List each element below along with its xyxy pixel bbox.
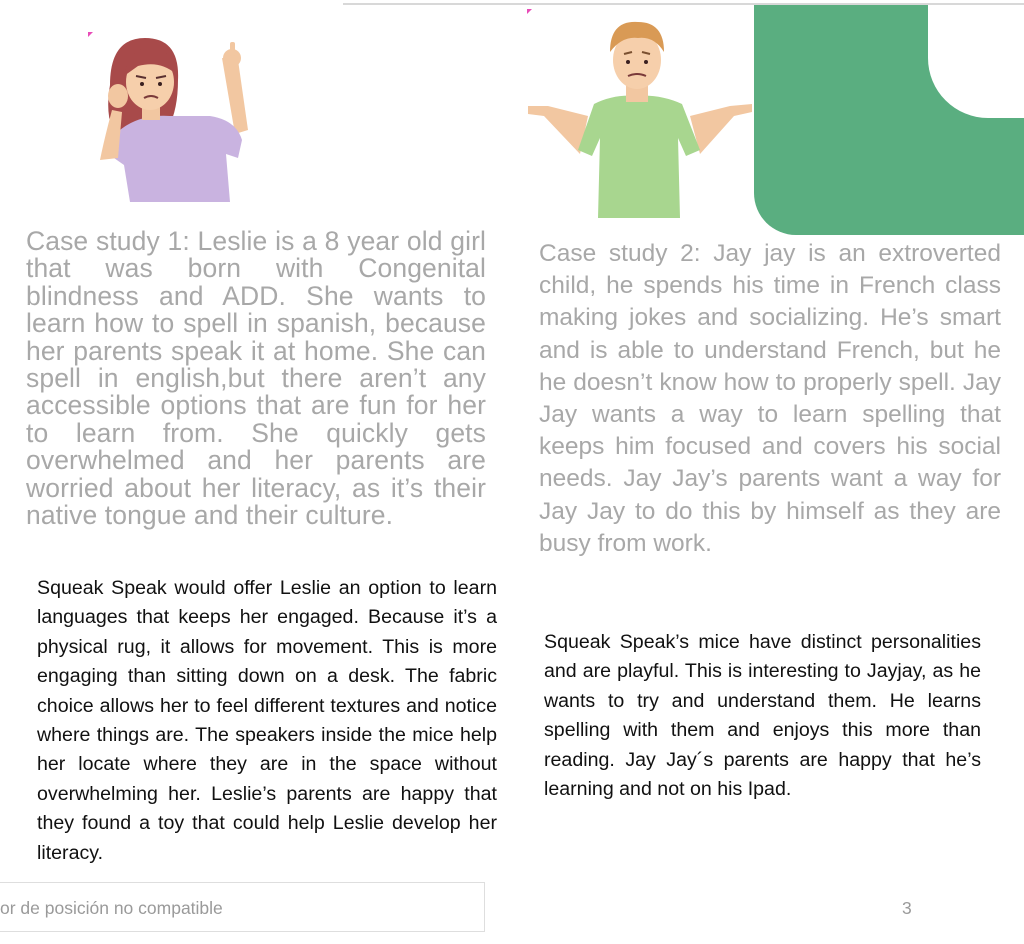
- page-number: 3: [902, 898, 912, 918]
- case-study-1-text: Case study 1: Leslie is a 8 year old girl that was born with Congenital blindness and ADD. She wants to learn how to spell in spanish, because her parents speak it at home. She can spell in english,but there aren’t any accessible options that are fun for her to learn from. She quickly gets overwhelmed and her parents are worried about her literacy, as it’s their native tongue and their culture.: [26, 226, 486, 531]
- girl-thinking-illustration: [90, 30, 265, 205]
- solution-1-text: Squeak Speak would offer Leslie an option to learn languages that keeps her engaged. Because it’s a physical rug, it allows for movement. This is more engaging than sitting down on a desk. The fabric choice allows her to feel different textures and notice where things are. The speakers inside the mice help her locate where they are in the space without overwhelming her. Leslie’s parents are happy that they found a toy that could help Leslie develop her literacy.: [37, 577, 497, 864]
- unsupported-placeholder-text: or de posición no compatible: [0, 898, 223, 918]
- selection-corner-mark: [527, 9, 532, 14]
- boy-shrugging-illustration: [524, 18, 756, 223]
- solution-2-text: Squeak Speak’s mice have distinct personalities and are playful. This is interesting to Jayjay, as he wants to try and understand them. He learns spelling with them and enjoys this more than reading. Jay Jay´s parents are happy that he’s learning and not on his Ipad.: [544, 631, 981, 801]
- case-study-2-text: Case study 2: Jay jay is an extroverted child, he spends his time in French class making jokes and socializing. He’s smart and is able to understand French, but he he doesn’t know how to properly spell. Jay Jay wants a way to learn spelling that keeps him focused and covers his social needs. Jay Jay’s parents want a way for Jay Jay to do this by himself as they are busy from work.: [539, 240, 1001, 557]
